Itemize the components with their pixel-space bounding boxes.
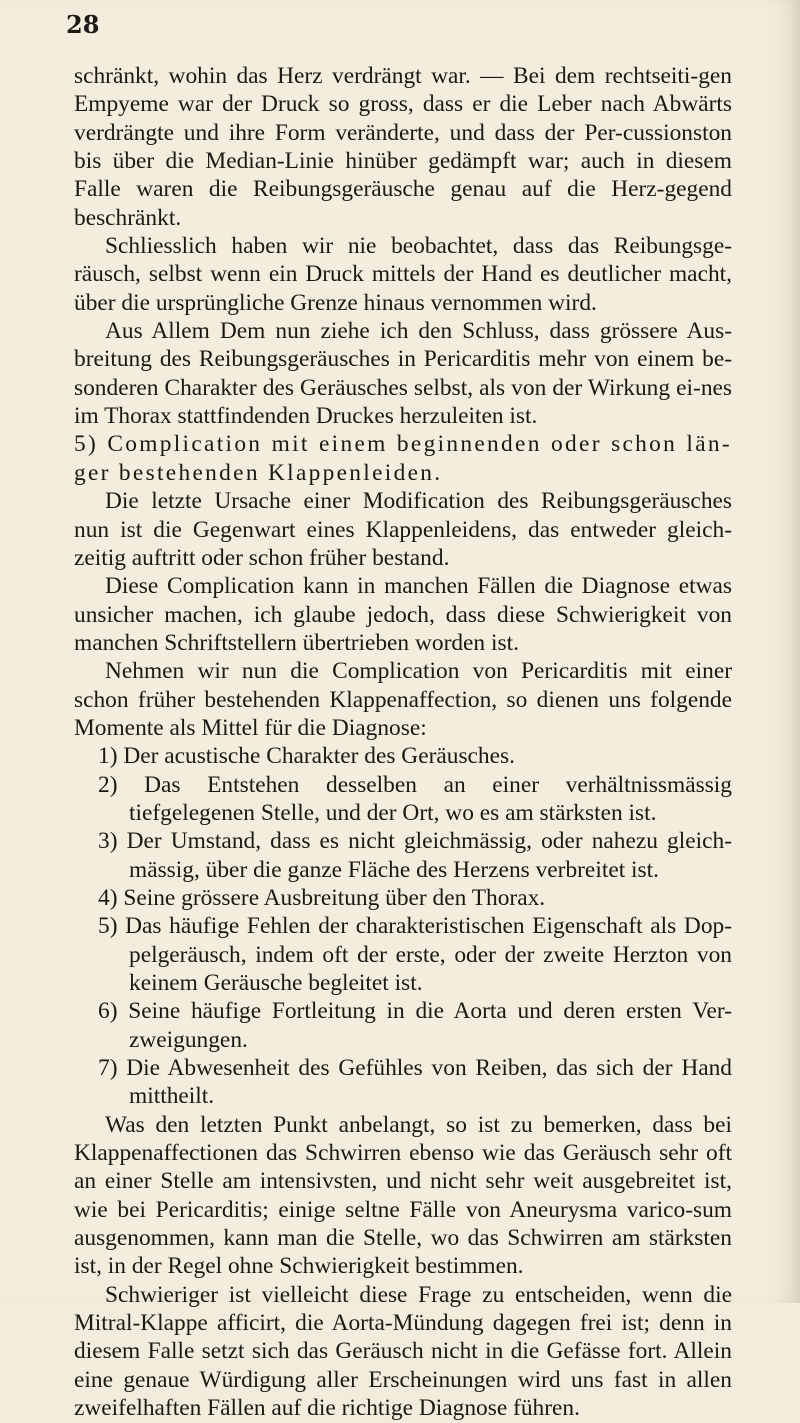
paragraph: Nehmen wir nun die Complication von Pericarditis mit einer schon früher bestehenden Klappenaffection, so dienen uns folgende Momente als Mittel für die Diagnose:: [74, 658, 732, 741]
paragraph: Schliesslich haben wir nie beobachtet, dass das Reibungsge-räusch, selbst wenn ein Druck mittels der Hand es deutlicher macht, über die ursprüngliche Grenze hinaus vernommen wird.: [74, 233, 732, 316]
list-item: 2) Das Entstehen desselben an einer verhältnissmässig tiefgelegenen Stelle, und der Ort, wo es am stärksten ist.: [98, 771, 732, 826]
paragraph: Diese Complication kann in manchen Fällen die Diagnose etwas unsicher machen, ich glaube jedoch, dass diese Schwierigkeit von manchen Schriftstellern übertrieben worden ist.: [74, 573, 732, 656]
paragraph: Schwieriger ist vielleicht diese Frage zu entscheiden, wenn die Mitral-Klappe afficirt, die Aorta-Mündung dagegen frei ist; denn in diesem Falle setzt sich das Geräusch nicht in die Gefässe fort. Allein eine genaue Würdigung aller Erscheinungen wird uns fast in allen zweifelhaften Fällen auf die richtige Diagnose führen.: [74, 1281, 732, 1422]
list-item: 4) Seine grössere Ausbreitung über den Thorax.: [98, 884, 546, 911]
paragraph: schränkt, wohin das Herz verdrängt war. — Bei dem rechtseiti-gen Empyeme war der Druck so gross, dass er die Leber nach Abwärts verdrängte und ihre Form veränderte, und dass der Per-cussionston bis über die Median-Linie hinüber gedämpft war; auch in diesem Falle waren die Reibungsgeräusche genau auf die Herz-gegend beschränkt.: [74, 63, 732, 231]
page-number: 28: [66, 10, 100, 39]
paragraph: Aus Allem Dem nun ziehe ich den Schluss, dass grössere Aus-breitung des Reibungsgeräusches in Pericarditis mehr von einem be-sonderen Charakter des Geräusches selbst, als von der Wirkung ei-nes im Thorax stattfindenden Druckes herzuleiten ist.: [74, 318, 732, 430]
list-item: 3) Der Umstand, dass es nicht gleichmässig, oder nahezu gleich-mässig, über die ganze Fläche des Herzens verbreitet ist.: [98, 828, 732, 883]
list-item: 6) Seine häufige Fortleitung in die Aorta und deren ersten Ver-zweigungen.: [98, 998, 732, 1053]
list-item: 1) Der acustische Charakter des Geräusches.: [98, 743, 515, 770]
section-heading: 5) Complication mit einem beginnenden oder schon län-ger bestehenden Klappenleiden.: [74, 431, 732, 486]
list-item: 5) Das häufige Fehlen der charakteristischen Eigenschaft als Dop-pelgeräusch, indem oft der erste, oder der zweite Herzton von keinem Geräusche begleitet ist.: [98, 913, 732, 996]
paragraph: Was den letzten Punkt anbelangt, so ist zu bemerken, dass bei Klappenaffectionen das Schwirren ebenso wie das Geräusch sehr oft an einer Stelle am intensivsten, und nicht sehr weit ausgebreitet ist, wie bei Pericarditis; einige seltne Fälle von Aneurysma varico-sum ausgenommen, kann man die Stelle, wo das Schwirren am stärksten ist, in der Regel ohne Schwierigkeit bestimmen.: [74, 1111, 732, 1280]
paragraph: Die letzte Ursache einer Modification des Reibungsgeräusches nun ist die Gegenwart eines Klappenleidens, das entweder gleich-zeitig auftritt oder schon früher bestand.: [74, 488, 732, 571]
list-item: 7) Die Abwesenheit des Gefühles von Reiben, das sich der Hand mittheilt.: [98, 1055, 732, 1110]
page-body: [74, 62, 732, 1423]
